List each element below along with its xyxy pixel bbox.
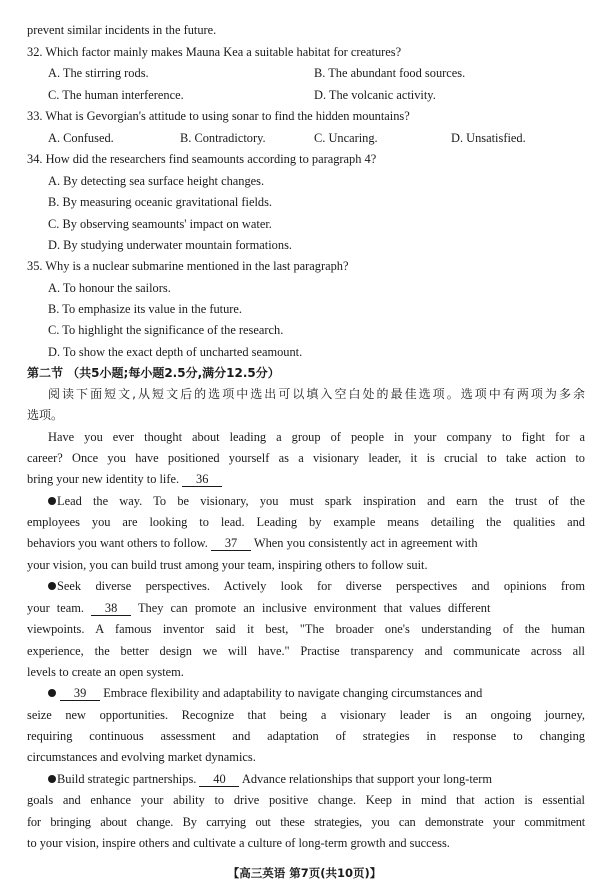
passage-p4-line4: circumstances and evolving market dynamics. bbox=[27, 750, 256, 764]
blank-38[interactable]: 38 bbox=[91, 602, 131, 616]
question-32-option-d: D. The volcanic activity. bbox=[314, 88, 436, 102]
blank-36[interactable]: 36 bbox=[182, 473, 222, 487]
page-footer: 【高三英语 第7页(共10页)】 bbox=[227, 866, 382, 880]
passage-p3-line1-text: Seek diverse perspectives. Actively look for diverse perspectives and opinions from bbox=[57, 579, 585, 593]
question-32-option-c: C. The human interference. bbox=[48, 88, 184, 102]
question-34-option-d: D. By studying underwater mountain formations. bbox=[48, 238, 292, 252]
question-33-option-c: C. Uncaring. bbox=[314, 131, 378, 145]
question-33-option-d: D. Unsatisfied. bbox=[451, 131, 526, 145]
section-2-heading: 第二节 （共5小题;每小题2.5分,满分12.5分） bbox=[27, 366, 280, 380]
blank-37[interactable]: 37 bbox=[211, 537, 251, 551]
passage-p4-line1-post: Embrace flexibility and adaptability to navigate changing circumstances and bbox=[103, 686, 483, 700]
passage-p2-line2: employees you are looking to lead. Leading by example means detailing the qualities and bbox=[27, 515, 585, 529]
passage-p2-line4: your vision, you can build trust among your team, inspiring others to follow suit. bbox=[27, 558, 428, 572]
passage-p3-line1 bbox=[48, 578, 585, 594]
passage-p5-line1-post: Advance relationships that support your long-term bbox=[241, 772, 493, 786]
question-34-option-b: B. By measuring oceanic gravitational fields. bbox=[48, 195, 272, 209]
question-35-option-b: B. To emphasize its value in the future. bbox=[48, 302, 243, 316]
passage-p2-line1-text: Lead the way. To be visionary, you must spark inspiration and earn the trust of the bbox=[57, 494, 585, 508]
passage-p3-line2-pre: your team. bbox=[27, 601, 84, 615]
blank-40[interactable]: 40 bbox=[199, 773, 239, 787]
passage-p1-line2: career? Once you have positioned yourself as a visionary leader, it is crucial to take action to bbox=[27, 451, 585, 465]
passage-p5-line1 bbox=[48, 771, 585, 787]
question-32-option-a: A. The stirring rods. bbox=[48, 66, 149, 80]
passage-p3-line2 bbox=[27, 600, 585, 616]
passage-p5-line1-pre: Build strategic partnerships. bbox=[57, 772, 197, 786]
passage-p2-line3-post: When you consistently act in agreement with bbox=[253, 536, 478, 550]
section-2-instruction-line1: 阅读下面短文,从短文后的选项中选出可以填入空白处的最佳选项。选项中有两项为多余 bbox=[48, 387, 585, 401]
question-34-option-a: A. By detecting sea surface height changes. bbox=[48, 174, 265, 188]
question-35-stem: 35. Why is a nuclear submarine mentioned in the last paragraph? bbox=[27, 259, 349, 273]
question-35-option-c: C. To highlight the significance of the research. bbox=[48, 323, 284, 337]
passage-p3-line4: experience, the better design we will have." Practise transparency and communicate across all bbox=[27, 644, 585, 658]
section-2-instruction-line2: 选项。 bbox=[27, 408, 64, 422]
bullet-icon bbox=[48, 582, 56, 590]
passage-p4-line2: seize new opportunities. Recognize that being a visionary leader is an ongoing journey, bbox=[27, 708, 585, 722]
question-34-option-c: C. By observing seamounts' impact on water. bbox=[48, 217, 272, 231]
previous-passage-tail: prevent similar incidents in the future. bbox=[27, 23, 217, 37]
question-33-stem: 33. What is Gevorgian's attitude to using sonar to find the hidden mountains? bbox=[27, 109, 410, 123]
passage-p1-line3-text: bring your new identity to life. bbox=[27, 472, 180, 486]
passage-p2-line1 bbox=[48, 493, 585, 509]
passage-p2-line3 bbox=[27, 535, 585, 551]
question-34-stem: 34. How did the researchers find seamounts according to paragraph 4? bbox=[27, 152, 377, 166]
question-35-option-d: D. To show the exact depth of uncharted seamount. bbox=[48, 345, 303, 359]
question-33-option-b: B. Contradictory. bbox=[180, 131, 266, 145]
question-35-option-a: A. To honour the sailors. bbox=[48, 281, 171, 295]
passage-p4-line3: requiring continuous assessment and adaptation of strategies in response to changing bbox=[27, 729, 585, 743]
passage-p1-line1: Have you ever thought about leading a group of people in your company to fight for a bbox=[48, 430, 585, 444]
passage-p3-line2-post: They can promote an inclusive environment that values different bbox=[137, 601, 491, 615]
question-33-option-a: A. Confused. bbox=[48, 131, 114, 145]
passage-p3-line5: levels to create an open system. bbox=[27, 665, 184, 679]
passage-p4-line1 bbox=[48, 685, 585, 701]
passage-p5-line4: to your vision, inspire others and cultivate a culture of long-term growth and success. bbox=[27, 836, 450, 850]
bullet-icon bbox=[48, 775, 56, 783]
passage-p2-line3-pre: behaviors you want others to follow. bbox=[27, 536, 208, 550]
bullet-icon bbox=[48, 497, 56, 505]
question-32-option-b: B. The abundant food sources. bbox=[314, 66, 466, 80]
bullet-icon bbox=[48, 689, 56, 697]
passage-p5-line3: for bringing about change. By carrying out these strategies, you can demonstrate your commitment bbox=[27, 815, 585, 829]
passage-p3-line3: viewpoints. A famous inventor said it best, "The broader one's understanding of the human bbox=[27, 622, 585, 636]
question-32-stem: 32. Which factor mainly makes Mauna Kea a suitable habitat for creatures? bbox=[27, 45, 402, 59]
passage-p1-line3 bbox=[27, 471, 222, 487]
blank-39[interactable]: 39 bbox=[60, 687, 100, 701]
passage-p5-line2: goals and enhance your ability to drive positive change. Keep in mind that action is essential bbox=[27, 793, 585, 807]
